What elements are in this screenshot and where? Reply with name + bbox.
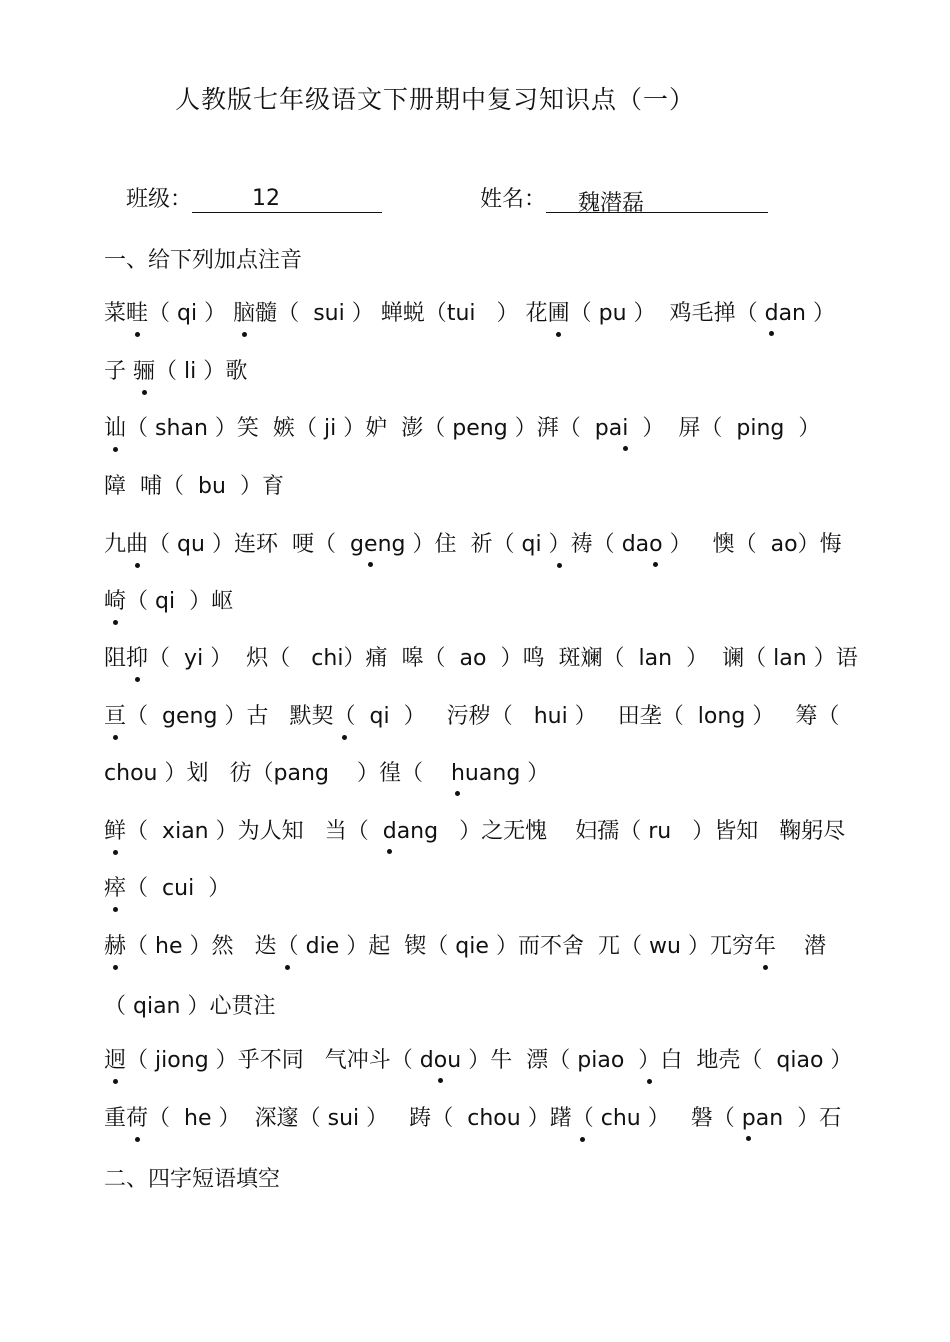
emphasized-char: 抑 [126,641,148,672]
emphasis-dot [387,849,392,854]
emphasis-dot [556,332,561,337]
emphasized-char: d [765,301,779,326]
emphasized-char: ） [638,1043,660,1074]
document-title: 人教版七年级语文下册期中复习知识点（一） [174,85,695,114]
emphasized-char: （ [572,1101,594,1132]
exercise-line: 障 哺（ bu ）育 [104,474,284,499]
exercise-line: 瘁 （ cui ） [104,871,230,902]
emphasis-dot [557,563,562,568]
name-label: 姓名： [480,187,547,212]
emphasis-dot [342,735,347,740]
emphasized-char: 脑 [233,296,255,327]
emphasis-dot [580,1137,585,1142]
name-blank [546,186,768,216]
emphasis-dot [113,447,118,452]
emphasized-char: 荷 [126,1101,148,1132]
exercise-line: 重荷 （ he ） 深邃（ sui ） 踌（ chou ）躇（ chu ） 磐（ p an ）石 [104,1101,841,1132]
emphasized-char: 迥 [104,1043,126,1074]
emphasis-dot [135,1137,140,1142]
exercise-line: 讪 （ shan ）笑 嫉（ ji ）妒 澎（ peng ）湃（ pai ） 屏（ ping ） [104,411,820,442]
emphasis-dot [438,1078,443,1083]
emphasized-char: （ [334,699,356,730]
emphasized-char: p [742,1106,756,1131]
exercise-line: 亘 （ geng ）古 默契（ qi ） 污秽（ hui ） 田垄（ long ） 筹（ [104,699,839,730]
emphasized-char: 曲 [126,527,148,558]
emphasized-char: 亘 [104,699,126,730]
exercise-line: 崎 （ qi ）岖 [104,584,233,615]
emphasized-char: o [649,532,662,557]
emphasis-dot [135,332,140,337]
emphasized-char: 骊 [133,354,155,385]
emphasis-dot [368,562,373,567]
exercise-line: 九曲 （ qu ）连环 哽（ ge ng ）住 祈（ qi ） 祷（ dao ） 懊（ ao）悔 [104,527,842,558]
emphasis-dot [113,907,118,912]
emphasis-dot [455,791,460,796]
emphasized-char: 鲜 [104,814,126,845]
emphasis-dot [113,620,118,625]
emphasized-char: e [364,532,378,557]
emphasized-char: h [451,761,465,786]
exercise-line: 赫 （ he ）然 迭（ die ）起 锲（ qie ）而不舍 兀（ wu ）兀穷年 潜 [104,929,826,960]
emphasis-dot [769,331,774,336]
emphasized-char: 赫 [104,929,126,960]
emphasized-char: 年 [754,929,776,960]
exercise-line: 鲜 （ xian ）为人知 当（ d ang ）之无愧 妇孺（ ru ）皆知 鞠躬尽 [104,814,845,845]
emphasized-char: i [622,416,628,441]
emphasis-dot [135,563,140,568]
emphasis-dot [113,850,118,855]
emphasized-char: （ [277,929,299,960]
emphasis-dot [135,677,140,682]
emphasized-char: 瘁 [104,871,126,902]
emphasized-char: d [383,819,397,844]
name-field [480,182,768,216]
emphasis-dot [763,965,768,970]
emphasized-char: 畦 [126,296,148,327]
exercise-line: 阻抑 （ yi ） 炽（ chi）痛 嗥（ ao ）鸣 斑斓（ lan ） 谰（ lan ）语 [104,641,858,672]
emphasis-dot [746,1136,751,1141]
emphasized-char: 讪 [104,411,126,442]
emphasis-dot [142,390,147,395]
emphasis-dot [113,735,118,740]
exercise-line: chou ）划 彷（pang ）徨（ h uang ） [104,756,549,787]
exercise-line: 子 骊 （ li ）歌 [104,354,247,385]
emphasis-dot [647,1079,652,1084]
class-label: 班级： [126,187,193,212]
exercise-line: （ qian ）心贯注 [104,994,276,1019]
emphasized-char: o [434,1048,447,1073]
exercise-line: 菜畦 （ qi ） 脑 髓（ sui ） 蝉蜕（tui ） 花圃 （ pu ） 鸡毛掸（ d an ） [104,296,835,327]
emphasis-dot [242,332,247,337]
class-value: 12 [252,186,281,211]
emphasized-char: ） [549,527,571,558]
emphasized-char: 崎 [104,584,126,615]
emphasis-dot [623,446,628,451]
emphasis-dot [285,965,290,970]
emphasis-dot [113,965,118,970]
exercise-line: 迥 （ jiong ）乎不同 气冲斗（ do u ）牛 漂（ piao ） 白 地壳（ qiao ） [104,1043,852,1074]
emphasis-dot [113,1079,118,1084]
section-2-title: 二、四字短语填空 [104,1167,281,1192]
section-1-title: 一、给下列加点注音 [104,248,303,273]
class-field [126,182,382,213]
class-blank [192,186,382,213]
name-value: 魏潜磊 [578,191,645,216]
emphasis-dot [653,562,658,567]
emphasized-char: 圃 [548,296,570,327]
